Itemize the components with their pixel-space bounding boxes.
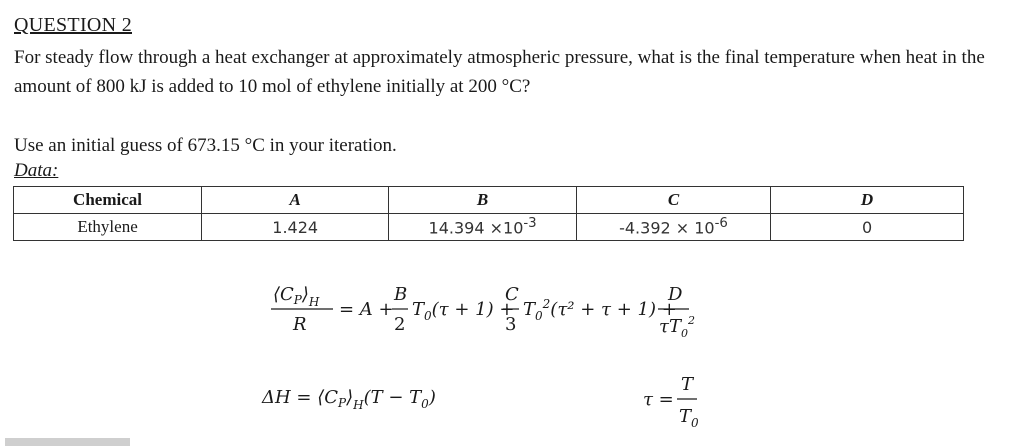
data-table [13, 186, 964, 241]
cutoff-next-heading [5, 432, 135, 446]
cell-c: $-4.392 \times 10^{-6}$ [576, 214, 770, 241]
term1: $T_0(\tau + 1)$ + [412, 299, 515, 323]
question-text: For steady flow through a heat exchanger at approximately atmospheric pressure, what is the final temperature when heat in the amount of 800 kJ is added to 10 mol of ethylene initially at 200 °C? [14, 47, 985, 97]
svg-text:T: T [681, 374, 694, 395]
cell-a: 1.424 [202, 214, 389, 241]
cp-denominator: R [293, 314, 307, 335]
frac-d-den: $\tau T_0^2$ [659, 314, 695, 340]
header-chemical: Chemical [14, 187, 202, 214]
cell-d: 0 [771, 214, 964, 241]
frac-d-num: D [668, 284, 683, 305]
table-row [14, 214, 964, 241]
data-label: Data: [14, 160, 59, 181]
cp-numerator: $⟨C_P⟩_H$ [273, 284, 320, 309]
svg-text:τ =: τ = [643, 389, 674, 410]
table-header-row [14, 187, 964, 214]
initial-guess-text: Use an initial guess of 673.15 °C in your iteration. [14, 135, 397, 156]
rhs-a: = A + [339, 299, 394, 320]
cell-chemical: Ethylene [14, 214, 202, 241]
frac-b-den: 2 [394, 314, 406, 335]
header-c: C [576, 187, 770, 214]
term2: $T_0^2(\tau^2 + \tau + 1)$ + [523, 297, 677, 323]
enthalpy-equation [262, 378, 462, 422]
header-b: B [389, 187, 577, 214]
frac-b-num: B [394, 284, 408, 305]
svg-text:ΔH = ⟨CP⟩H(T − T0): $\Delta H = ⟨C_P⟩_H(T - T_0)$ [262, 387, 436, 412]
header-d: D [771, 187, 964, 214]
frac-c-den: 3 [505, 314, 517, 335]
heat-capacity-equation [265, 270, 705, 354]
frac-c-num: C [505, 284, 519, 305]
question-heading: QUESTION 2 [14, 14, 132, 36]
tau-equation [643, 368, 713, 442]
cell-b: $14.394 \times 10^{-3}$ [389, 214, 577, 241]
svg-text:T0: $T_0$ [679, 406, 699, 430]
header-a: A [202, 187, 389, 214]
